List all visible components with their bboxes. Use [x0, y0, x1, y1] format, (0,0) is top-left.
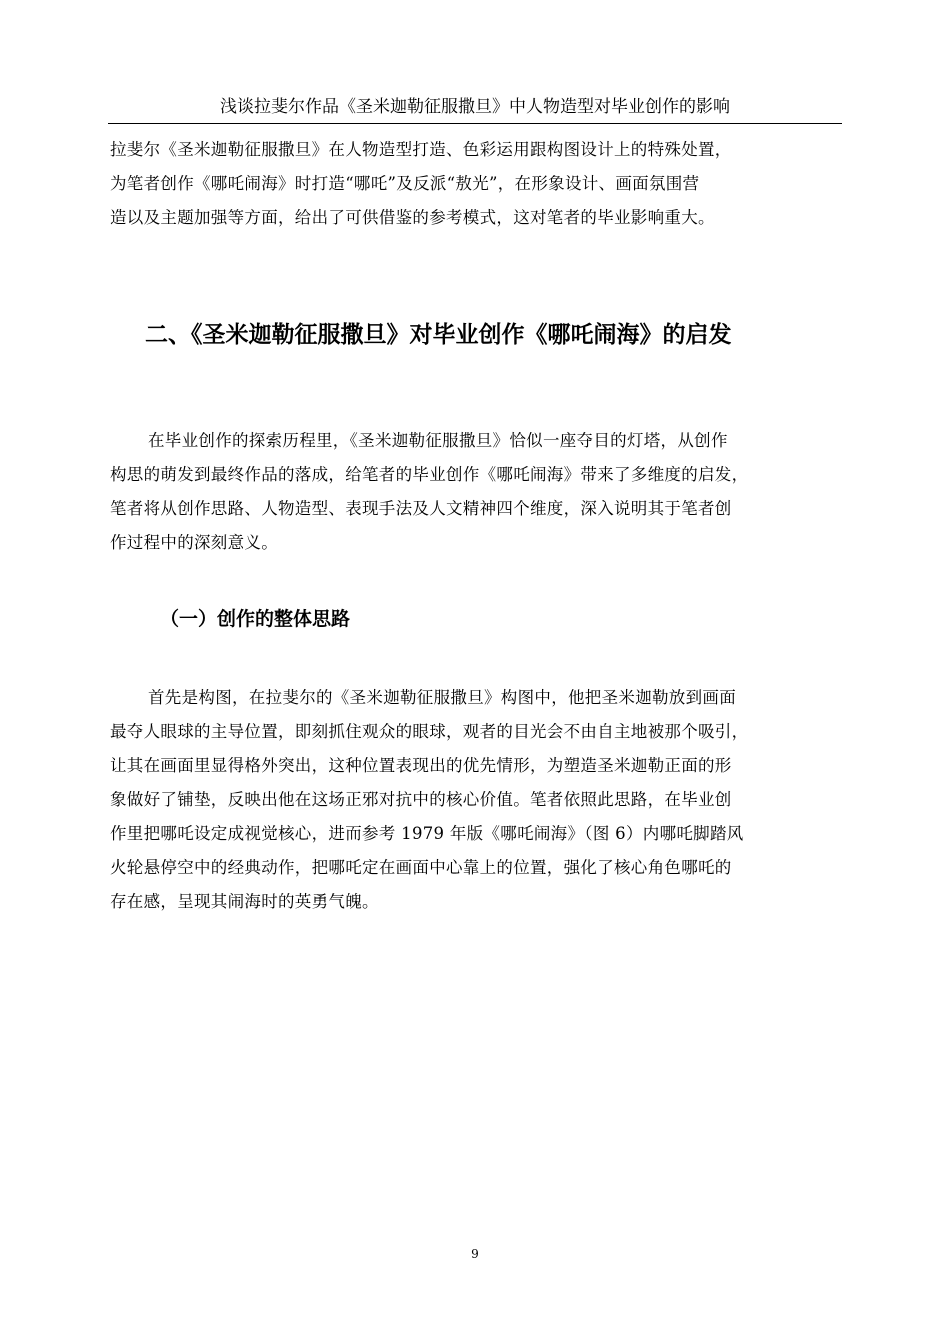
subsection-line-5: 作里把哪吒设定成视觉核心，进而参考 1979 年版《哪吒闹海》（图 6）内哪吒脚踏风: [110, 824, 744, 843]
header-rule: [108, 123, 842, 124]
subsection-paragraph: [110, 681, 840, 919]
subsection-heading: （一）创作的整体思路: [160, 608, 351, 630]
section-line-2: 构思的萌发到最终作品的落成，给笔者的毕业创作《哪吒闹海》带来了多维度的启发，: [110, 465, 749, 484]
subsection-line-3: 让其在画面里显得格外突出，这种位置表现出的优先情形，为塑造圣米迦勒正面的形: [110, 756, 732, 775]
subsection-line-1: 首先是构图，在拉斐尔的《圣米迦勒征服撒旦》构图中，他把圣米迦勒放到画面: [148, 688, 736, 707]
subsection-line-7: 存在感，呈现其闹海时的英勇气魄。: [110, 892, 379, 911]
section-heading: 二、《圣米迦勒征服撒旦》对毕业创作《哪吒闹海》的启发: [145, 322, 732, 348]
subsection-line-2: 最夺人眼球的主导位置，即刻抓住观众的眼球，观者的目光会不由自主地被那个吸引，: [110, 722, 749, 741]
intro-line-3: 造以及主题加强等方面，给出了可供借鉴的参考模式，这对笔者的毕业影响重大。: [110, 208, 715, 227]
subsection-line-4: 象做好了铺垫，反映出他在这场正邪对抗中的核心价值。笔者依照此思路，在毕业创: [110, 790, 732, 809]
section-line-4: 作过程中的深刻意义。: [110, 533, 278, 552]
section-paragraph: [110, 424, 840, 560]
section-line-3: 笔者将从创作思路、人物造型、表现手法及人文精神四个维度，深入说明其于笔者创: [110, 499, 732, 518]
section-line-1: 在毕业创作的探索历程里，《圣米迦勒征服撒旦》恰似一座夺目的灯塔，从创作: [148, 431, 728, 450]
intro-paragraph: [110, 133, 840, 235]
running-header: 浅谈拉斐尔作品《圣米迦勒征服撒旦》中人物造型对毕业创作的影响: [220, 97, 730, 117]
intro-line-2: 为笔者创作《哪吒闹海》时打造“哪吒”及反派“敖光”，在形象设计、画面氛围营: [110, 174, 700, 193]
intro-line-1: 拉斐尔《圣米迦勒征服撒旦》在人物造型打造、色彩运用跟构图设计上的特殊处置，: [110, 140, 732, 159]
subsection-line-6: 火轮悬停空中的经典动作，把哪吒定在画面中心靠上的位置，强化了核心角色哪吒的: [110, 858, 732, 877]
page-number: 9: [471, 1247, 479, 1261]
